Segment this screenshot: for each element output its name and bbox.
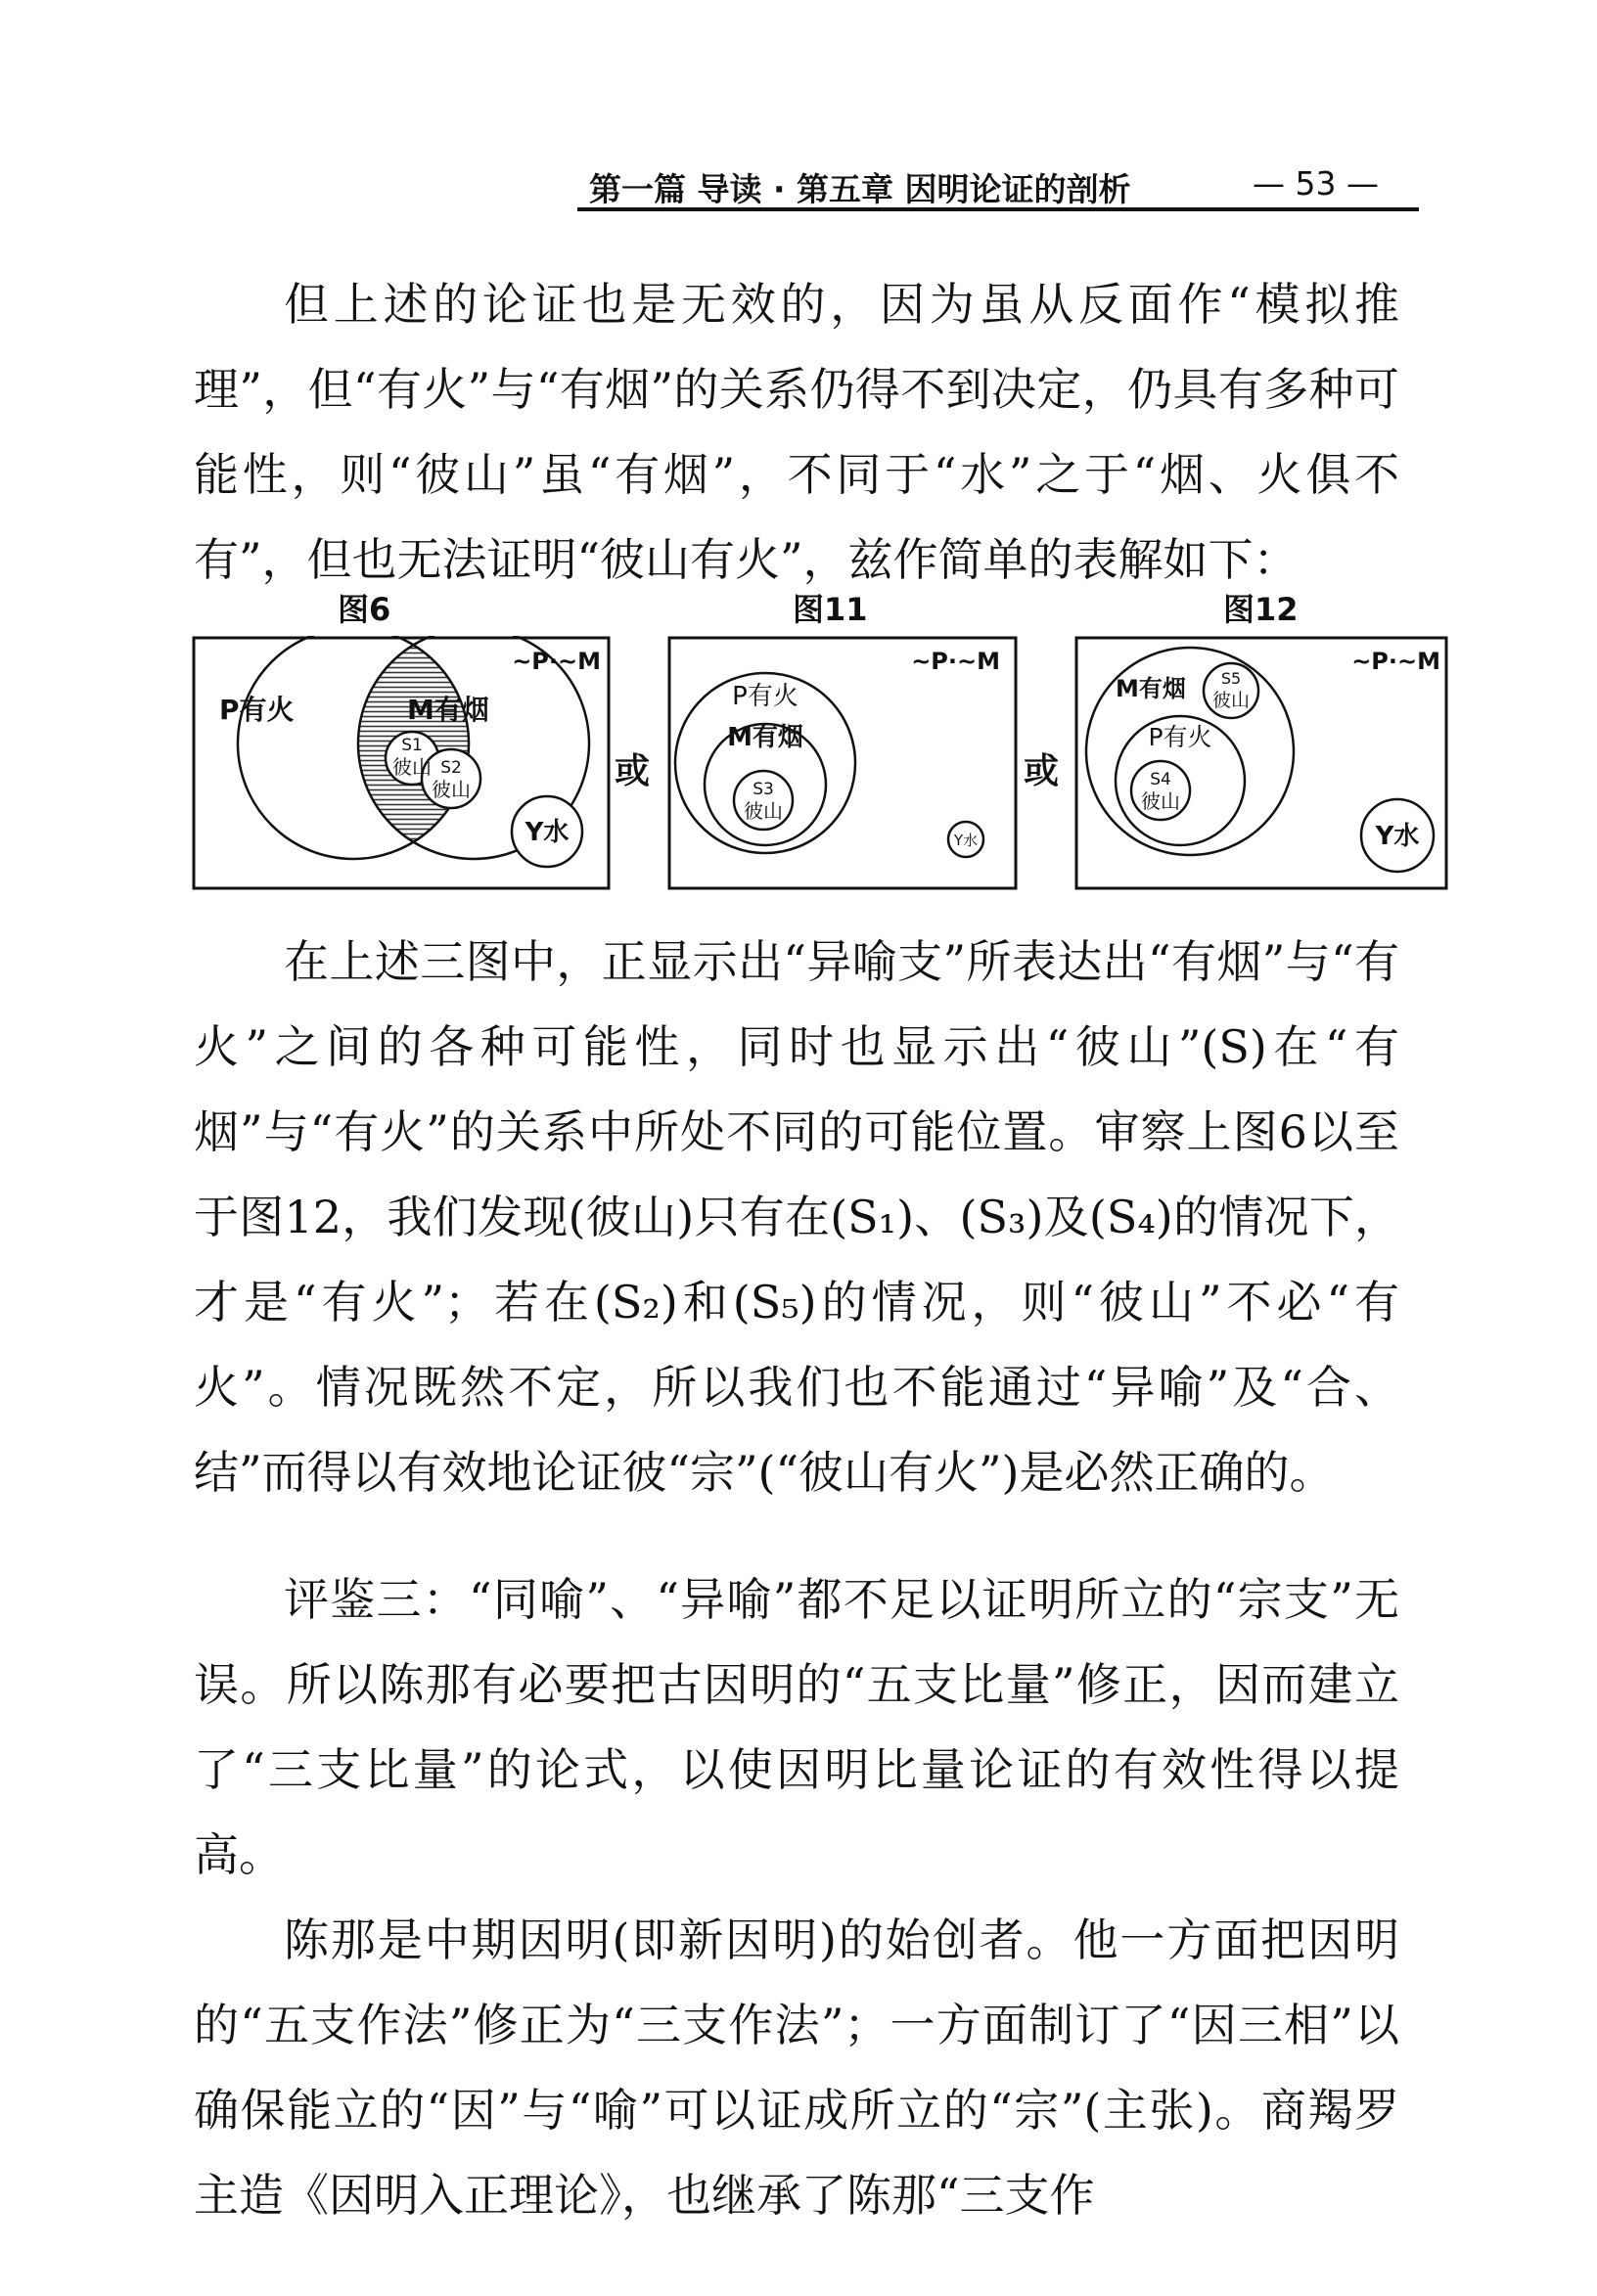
fig12-corner-label: ~P·~M: [1351, 648, 1440, 675]
page-number: — 53 —: [1253, 164, 1379, 203]
venn-diagram-fig11: [667, 636, 1020, 892]
fig6-p-label: P有火: [219, 694, 295, 726]
fig6-corner-label: ~P·~M: [512, 648, 601, 675]
fig11-y-label: Y水: [953, 832, 979, 849]
fig12-s5-text: 彼山: [1211, 690, 1251, 711]
fig12-s4-name: S4: [1150, 770, 1171, 789]
fig6-y-label: Y水: [525, 818, 570, 847]
venn-diagram-fig12: [1074, 636, 1450, 892]
header-title: 第一篇 导读 · 第五章 因明论证的剖析: [589, 170, 1131, 208]
or-label-2: 或: [1024, 750, 1060, 791]
fig12-s4-text: 彼山: [1141, 789, 1180, 813]
fig11-s3-text: 彼山: [744, 799, 783, 823]
fig11-s3-name: S3: [753, 780, 774, 799]
fig11-m-label: M有烟: [727, 723, 803, 752]
fig12-m-label: M有烟: [1116, 675, 1186, 702]
venn-diagram-fig6: [192, 636, 613, 892]
fig11-frame: [669, 638, 1016, 888]
fig6-s1-name: S1: [401, 736, 423, 755]
paragraph-3: 评鉴三：“同喻”、“异喻”都不足以证明所立的“宗支”无误。所以陈那有必要把古因明的“五支比量”修正，因而建立了“三支比量”的论式，以使因明比量论证的有效性得以提高。: [194, 1573, 1399, 1881]
fig11-p-label: P有火: [732, 682, 798, 711]
fig12-s5-name: S5: [1220, 669, 1242, 688]
paragraph-4: 陈那是中期因明(即新因明)的始创者。他一方面把因明的“五支作法”修正为“三支作法”；一方面制订了“因三相”以确保能立的“因”与“喻”可以证成所立的“宗”(主张)。商羯罗主造《因明入正理论》，也继承了陈那“三支作: [194, 1913, 1399, 2222]
fig12-p-label: P有火: [1148, 723, 1212, 751]
paragraph-2: 在上述三图中，正显示出“异喻支”所表达出“有烟”与“有火”之间的各种可能性，同时也显示出“彼山”(S)在“有烟”与“有火”的关系中所处不同的可能位置。审察上图6以至于图12，我们发现(彼山)只有在(S₁)、(S₃)及(S₄)的情况下，才是“有火”；若在(S₂)和(S₅)的情况，则“彼山”不必“有火”。情况既然不定，所以我们也不能通过“异喻”及“合、结”而得以有效地论证彼“宗”(“彼山有火”)是必然正确的。: [194, 935, 1399, 1499]
fig11-caption: 图11: [793, 591, 868, 628]
fig6-caption: 图6: [338, 591, 391, 628]
fig6-m-label: M有烟: [407, 694, 489, 726]
or-label-1: 或: [615, 750, 651, 791]
paragraph-1: 但上述的论证也是无效的，因为虽从反面作“模拟推理”，但“有火”与“有烟”的关系仍得不到决定，仍具有多种可能性，则“彼山”虽“有烟”，不同于“水”之于“烟、火俱不有”，但也无法证明“彼山有火”，兹作简单的表解如下：: [194, 278, 1399, 586]
fig12-y-label: Y水: [1375, 822, 1420, 851]
fig6-s1-text: 彼山: [392, 755, 432, 779]
fig12-caption: 图12: [1223, 591, 1299, 628]
fig11-corner-label: ~P·~M: [911, 648, 1000, 675]
fig6-s2-name: S2: [440, 758, 462, 778]
fig6-s2-text: 彼山: [432, 778, 471, 801]
header-rule: [577, 207, 1419, 211]
running-header: [577, 158, 1419, 211]
